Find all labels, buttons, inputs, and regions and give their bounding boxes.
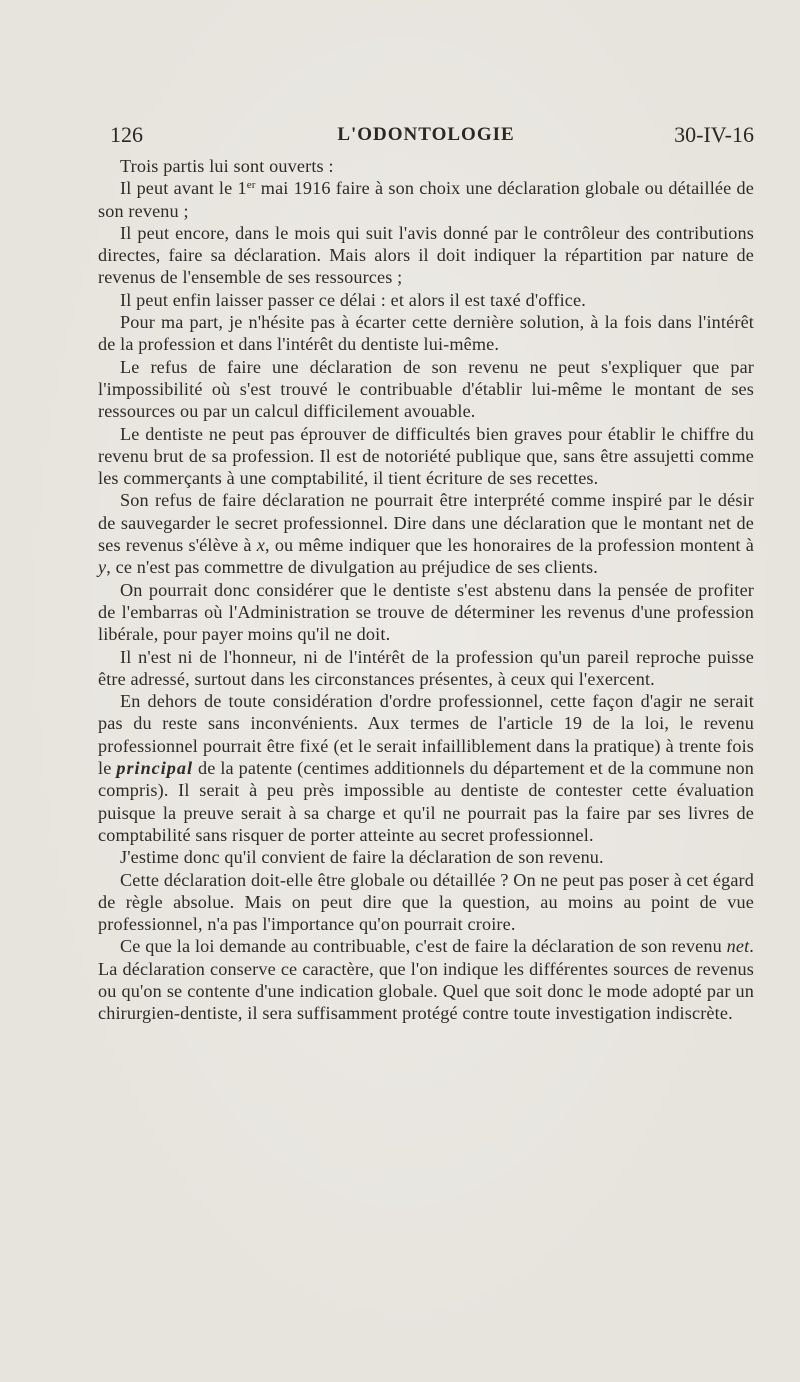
paragraph: On pourrait donc considérer que le dentiste s'est abstenu dans la pensée de profiter de l'embarras où l'Administration se trouve de déterminer les revenus d'une profession libérale, pour payer moins qu'il ne doit. (98, 579, 754, 645)
paragraph: Cette déclaration doit-elle être globale ou détaillée ? On ne peut pas poser à cet égard de règle absolue. Mais on peut dire que la question, au moins au point de vue professionnel, n'a pas l'importance qu'on pourrait croire. (98, 869, 754, 935)
page-header (98, 122, 754, 152)
paragraph: Il n'est ni de l'honneur, ni de l'intérêt de la profession qu'un pareil reproche puisse être adressé, surtout dans les circonstances présentes, à ceux qui l'exercent. (98, 646, 754, 689)
paragraph: Pour ma part, je n'hésite pas à écarter cette dernière solution, à la fois dans l'intérêt de la profession et dans l'intérêt du dentiste lui-même. (98, 312, 754, 355)
paragraph: Il peut enfin laisser passer ce délai : et alors il est taxé d'office. (120, 289, 586, 310)
paragraph: Le refus de faire une déclaration de son revenu ne peut s'expliquer que par l'impossibilité où s'est trouvé le contribuable d'établir lui-même le montant de ses ressources ou par un calcul difficilement avouable. (98, 356, 754, 422)
paragraph: Ce que la loi demande au contribuable, c'est de faire la déclaration de son revenu net. La déclaration conserve ce caractère, que l'on indique les différentes sources de revenus ou qu'on se contente d'une indication globale. Quel que soit donc le mode adopté par un chirurgien-dentiste, il sera suffisamment protégé contre toute investigation indiscrète. (98, 936, 754, 1024)
paragraph: Trois partis lui sont ouverts : (120, 156, 334, 176)
journal-title: L'ODONTOLOGIE (337, 124, 515, 145)
paragraph: Le dentiste ne peut pas éprouver de difficultés bien graves pour établir le chiffre du revenu brut de sa profession. Il est de notoriété publique que, sans être assujetti comme les commerçants à une comptabilité, il tient écriture de ses recettes. (98, 423, 754, 489)
paragraph: Il peut encore, dans le mois qui suit l'avis donné par le contrôleur des contributions directes, faire sa déclaration. Mais alors il doit indiquer la répartition par nature de revenus de l'ensemble de ses ressources ; (98, 222, 754, 288)
issue-date: 30-IV-16 (674, 122, 754, 147)
paragraph: En dehors de toute considération d'ordre professionnel, cette façon d'agir ne serait pas du reste sans inconvénients. Aux termes de l'article 19 de la loi, le revenu professionnel pourrait être fixé (et le serait infailliblement dans la pratique) à trente fois le principal de la patente (centimes additionnels du département et de la commune non compris). Il serait à peu près impossible au dentiste de contester cette évaluation puisque la preuve serait à sa charge et qu'il ne pourrait pas la faire par ses livres de comptabilité sans risquer de porter atteinte au secret professionnel. (98, 691, 755, 845)
paragraph: Il peut avant le 1er mai 1916 faire à son choix une déclaration globale ou détaillée de son revenu ; (98, 178, 754, 221)
article-body (98, 155, 754, 1025)
paragraph: Son refus de faire déclaration ne pourrait être interprété comme inspiré par le désir de sauvegarder le secret professionnel. Dire dans une déclaration que le montant net de ses revenus s'élève à x, ou même indiquer que les honoraires de la profession montent à y, ce n'est pas commettre de divulgation au préjudice de ses clients. (98, 490, 754, 578)
page-number: 126 (110, 122, 143, 147)
paragraph: J'estime donc qu'il convient de faire la déclaration de son revenu. (120, 847, 604, 868)
